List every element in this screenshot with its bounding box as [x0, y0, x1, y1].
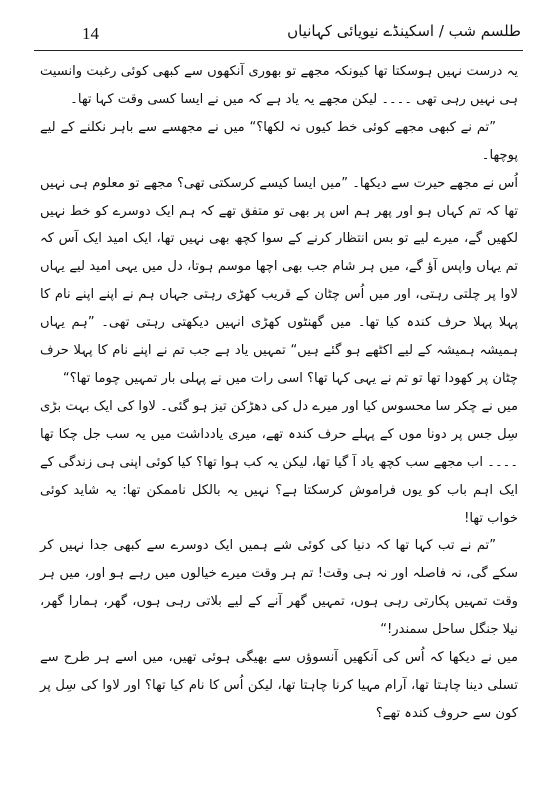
- paragraph: یہ درست نہیں ہوسکتا تھا کیونکہ مجھے تو بھوری آنکھوں سے کبھی کوئی رغبت وانسیت ہی نہیں رہی تھی ۔۔۔۔ لیکن مجھے یہ یاد ہے کہ میں نے ایسا کسی وقت کہا تھا۔: [40, 64, 518, 107]
- header-divider: [34, 50, 523, 51]
- running-title: طلسم شب / اسکینڈے نیویائی کہانیاں: [287, 22, 521, 40]
- paragraph: اُس نے مجھے حیرت سے دیکھا۔ ”میں ایسا کیسے کرسکتی تھی؟ مجھے تو معلوم ہی نہیں تھا کہ تم کہاں ہو اور پھر ہم اس پر بھی تو متفق تھے کہ ہم ایک دوسرے کو خط نہیں لکھیں گے، میرے لیے تو بس انتظار کرنے کے سوا کچھ بھی نہیں تھا، ایک امید ایک آس کہ تم یہاں واپس آؤ گے، میں ہر شام جب بھی اچھا موسم ہوتا، دل میں یہی امید لیے یہاں لاوا پر چلتی رہتی، اور میں اُس چٹان کے قریب کھڑی رہتی جہاں ہم نے اپنے اپنے نام کا پہلا پہلا حرف کندہ کیا تھا۔ میں گھنٹوں کھڑی انہیں دیکھتی رہتی تھی۔ ”ہم یہاں ہمیشہ ہمیشہ کے لیے اکٹھے ہو گئے ہیں“ تمہیں یاد ہے جب تم نے اپنے نام کا پہلا حرف چٹان پر کھودا تھا تو تم نے یہی کہا تھا؟ اسی رات میں نے پہلی بار تمہیں چوما تھا؟“: [40, 175, 518, 386]
- paragraph: ”تم نے کبھی مجھے کوئی خط کیوں نہ لکھا؟“ میں نے مجھسے سے باہر نکلنے کے لیے پوچھا۔: [40, 119, 518, 163]
- page-header: [34, 22, 523, 50]
- paragraph: ”تم نے تب کہا تھا کہ دنیا کی کوئی شے ہمیں ایک دوسرے سے کبھی جدا نہیں کر سکے گی، نہ فاصلہ اور نہ ہی وقت! تم ہر وقت میرے خیالوں میں رہے ہو اور، میں ہر وقت تمہیں پکارتی رہی ہوں، تمہیں گھر آنے کے لیے بلاتی رہی ہوں، گھر، ہمارا گھر، نیلا جنگل ساحل سمندر!“: [40, 538, 518, 638]
- paragraph: میں نے دیکھا کہ اُس کی آنکھیں آنسوؤں سے بھیگی ہوئی تھیں، میں اسے ہر طرح سے تسلی دینا چاہتا تھا، آرام مہیا کرنا چاہتا تھا، لیکن اُس کا نام کیا تھا؟ اور لاوا کی سِل پر کون سے حروف کندہ تھے؟: [40, 650, 518, 721]
- story-text: [40, 58, 518, 728]
- paragraph: میں نے چکر سا محسوس کیا اور میرے دل کی دھڑکن تیز ہو گئی۔ لاوا کی ایک بہت بڑی سِل جس پر دونا موں کے پہلے حرف کندہ تھے، میری یادداشت میں یہ سب جل چکا تھا ۔۔۔۔ اب مجھے سب کچھ یاد آ گیا تھا، لیکن یہ کب ہوا تھا؟ کیا کوئی اپنی ہی زندگی کے ایک اہم باب کو یوں فراموش کرسکتا ہے؟ نہیں یہ بالکل ناممکن تھا: یہ شاید کوئی خواب تھا!: [40, 398, 518, 526]
- page-number: 14: [82, 24, 99, 43]
